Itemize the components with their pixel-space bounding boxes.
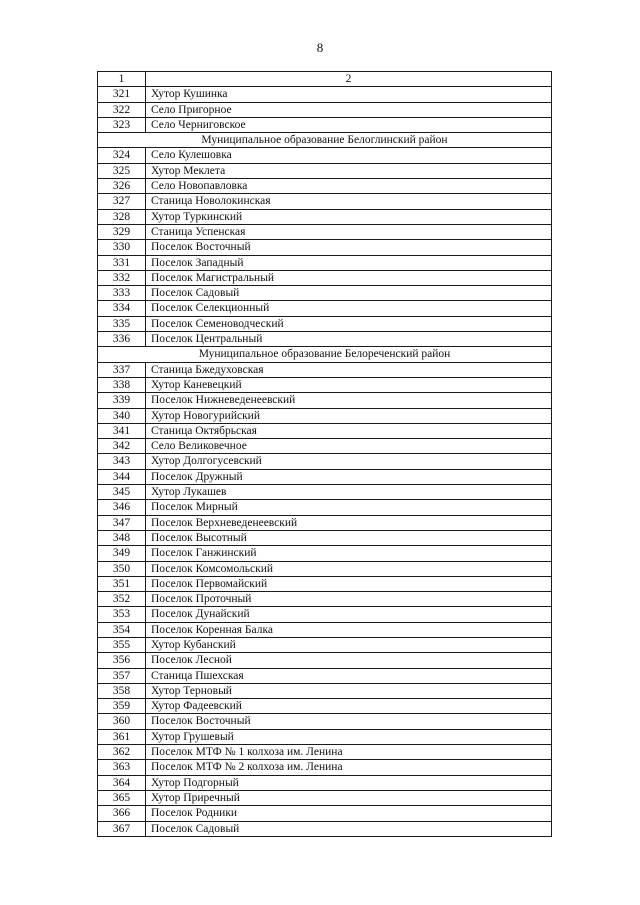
row-number: 345 xyxy=(98,485,146,500)
settlement-name: Хутор Терновый xyxy=(146,683,552,698)
row-number: 341 xyxy=(98,423,146,438)
row-number: 356 xyxy=(98,653,146,668)
table-row xyxy=(98,179,552,194)
row-number: 328 xyxy=(98,209,146,224)
table-row xyxy=(98,362,552,377)
settlement-name: Поселок Коренная Балка xyxy=(146,622,552,637)
settlement-name: Поселок Лесной xyxy=(146,653,552,668)
table-row xyxy=(98,760,552,775)
table-row xyxy=(98,806,552,821)
row-number: 357 xyxy=(98,668,146,683)
table-row xyxy=(98,332,552,347)
row-number: 343 xyxy=(98,454,146,469)
settlement-name: Хутор Туркинский xyxy=(146,209,552,224)
settlement-name: Хутор Кубанский xyxy=(146,637,552,652)
row-number: 324 xyxy=(98,148,146,163)
row-number: 362 xyxy=(98,745,146,760)
table-row xyxy=(98,240,552,255)
row-number: 353 xyxy=(98,607,146,622)
table-row xyxy=(98,408,552,423)
table-row xyxy=(98,745,552,760)
settlement-name: Хутор Кушинка xyxy=(146,87,552,102)
section-title: Муниципальное образование Белореченский район xyxy=(98,347,552,362)
settlement-name: Поселок Селекционный xyxy=(146,301,552,316)
row-number: 329 xyxy=(98,224,146,239)
settlement-name: Поселок Верхневеденеевский xyxy=(146,515,552,530)
settlement-name: Поселок Садовый xyxy=(146,821,552,836)
row-number: 321 xyxy=(98,87,146,102)
row-number: 325 xyxy=(98,163,146,178)
table-row xyxy=(98,270,552,285)
settlement-name: Поселок Ганжинский xyxy=(146,546,552,561)
table-row xyxy=(98,561,552,576)
table-row xyxy=(98,393,552,408)
row-number: 363 xyxy=(98,760,146,775)
table-row xyxy=(98,699,552,714)
table-row xyxy=(98,683,552,698)
settlement-name: Поселок Дружный xyxy=(146,469,552,484)
table-row xyxy=(98,102,552,117)
table-row xyxy=(98,637,552,652)
table-row xyxy=(98,117,552,132)
table-row xyxy=(98,729,552,744)
row-number: 342 xyxy=(98,439,146,454)
table-row xyxy=(98,454,552,469)
table-row xyxy=(98,714,552,729)
row-number: 346 xyxy=(98,500,146,515)
settlement-name: Поселок Восточный xyxy=(146,714,552,729)
row-number: 347 xyxy=(98,515,146,530)
settlement-name: Станица Пшехская xyxy=(146,668,552,683)
settlement-name: Хутор Приречный xyxy=(146,790,552,805)
table-row xyxy=(98,515,552,530)
settlement-name: Станица Бжедуховская xyxy=(146,362,552,377)
table-row xyxy=(98,775,552,790)
settlement-name: Поселок Высотный xyxy=(146,530,552,545)
settlement-name: Хутор Каневецкий xyxy=(146,377,552,392)
row-number: 339 xyxy=(98,393,146,408)
settlement-name: Поселок Центральный xyxy=(146,332,552,347)
row-number: 361 xyxy=(98,729,146,744)
settlement-name: Хутор Подгорный xyxy=(146,775,552,790)
table-row xyxy=(98,301,552,316)
row-number: 367 xyxy=(98,821,146,836)
settlement-name: Село Великовечное xyxy=(146,439,552,454)
row-number: 358 xyxy=(98,683,146,698)
table-row xyxy=(98,255,552,270)
settlement-name: Поселок Мирный xyxy=(146,500,552,515)
row-number: 360 xyxy=(98,714,146,729)
row-number: 359 xyxy=(98,699,146,714)
settlement-name: Поселок Семеноводческий xyxy=(146,316,552,331)
table-row xyxy=(98,148,552,163)
table-row xyxy=(98,821,552,836)
table-row xyxy=(98,485,552,500)
table-row xyxy=(98,469,552,484)
table-row xyxy=(98,377,552,392)
table-row xyxy=(98,622,552,637)
settlement-name: Поселок Садовый xyxy=(146,286,552,301)
row-number: 322 xyxy=(98,102,146,117)
settlement-name: Станица Октябрьская xyxy=(146,423,552,438)
row-number: 323 xyxy=(98,117,146,132)
table-header-row xyxy=(98,72,552,87)
table-row xyxy=(98,316,552,331)
settlement-name: Хутор Фадеевский xyxy=(146,699,552,714)
row-number: 354 xyxy=(98,622,146,637)
row-number: 336 xyxy=(98,332,146,347)
row-number: 327 xyxy=(98,194,146,209)
row-number: 338 xyxy=(98,377,146,392)
settlement-name: Хутор Новогурийский xyxy=(146,408,552,423)
row-number: 355 xyxy=(98,637,146,652)
table-row xyxy=(98,224,552,239)
row-number: 330 xyxy=(98,240,146,255)
table-row xyxy=(98,286,552,301)
row-number: 344 xyxy=(98,469,146,484)
settlement-name: Поселок Нижневеденеевский xyxy=(146,393,552,408)
table-row xyxy=(98,576,552,591)
row-number: 350 xyxy=(98,561,146,576)
row-number: 352 xyxy=(98,592,146,607)
settlement-name: Поселок МТФ № 2 колхоза им. Ленина xyxy=(146,760,552,775)
settlement-name: Поселок Проточный xyxy=(146,592,552,607)
table-row xyxy=(98,668,552,683)
table-row xyxy=(98,87,552,102)
table-row xyxy=(98,209,552,224)
table-row xyxy=(98,439,552,454)
row-number: 326 xyxy=(98,179,146,194)
settlement-name: Поселок Западный xyxy=(146,255,552,270)
table-row xyxy=(98,163,552,178)
row-number: 334 xyxy=(98,301,146,316)
row-number: 348 xyxy=(98,530,146,545)
table-row xyxy=(98,790,552,805)
settlement-name: Поселок МТФ № 1 колхоза им. Ленина xyxy=(146,745,552,760)
table-row xyxy=(98,194,552,209)
table-row xyxy=(98,546,552,561)
row-number: 331 xyxy=(98,255,146,270)
settlement-name: Поселок Первомайский xyxy=(146,576,552,591)
column-header-number: 1 xyxy=(98,72,146,87)
section-header-row xyxy=(98,133,552,148)
row-number: 351 xyxy=(98,576,146,591)
table-row xyxy=(98,530,552,545)
row-number: 335 xyxy=(98,316,146,331)
settlement-name: Станица Успенская xyxy=(146,224,552,239)
settlement-name: Село Новопавловка xyxy=(146,179,552,194)
row-number: 332 xyxy=(98,270,146,285)
settlement-name: Село Кулешовка xyxy=(146,148,552,163)
table-row xyxy=(98,500,552,515)
row-number: 364 xyxy=(98,775,146,790)
table-row xyxy=(98,423,552,438)
settlement-name: Станица Новолокинская xyxy=(146,194,552,209)
section-title: Муниципальное образование Белоглинский район xyxy=(98,133,552,148)
table-row xyxy=(98,653,552,668)
settlement-name: Хутор Грушевый xyxy=(146,729,552,744)
table-row xyxy=(98,592,552,607)
settlement-name: Поселок Дунайский xyxy=(146,607,552,622)
row-number: 333 xyxy=(98,286,146,301)
settlement-name: Поселок Восточный xyxy=(146,240,552,255)
settlement-name: Село Черниговское xyxy=(146,117,552,132)
section-header-row xyxy=(98,347,552,362)
row-number: 365 xyxy=(98,790,146,805)
settlement-name: Поселок Родники xyxy=(146,806,552,821)
row-number: 349 xyxy=(98,546,146,561)
settlement-name: Хутор Меклета xyxy=(146,163,552,178)
settlement-name: Хутор Долгогусевский xyxy=(146,454,552,469)
row-number: 337 xyxy=(98,362,146,377)
settlement-name: Село Пригорное xyxy=(146,102,552,117)
settlement-name: Поселок Магистральный xyxy=(146,270,552,285)
settlements-table-body xyxy=(98,72,552,837)
row-number: 366 xyxy=(98,806,146,821)
table-row xyxy=(98,607,552,622)
row-number: 340 xyxy=(98,408,146,423)
page-number: 8 xyxy=(316,40,324,55)
settlement-name: Хутор Лукашев xyxy=(146,485,552,500)
settlements-table xyxy=(97,71,552,837)
settlement-name: Поселок Комсомольский xyxy=(146,561,552,576)
column-header-name: 2 xyxy=(146,72,552,87)
